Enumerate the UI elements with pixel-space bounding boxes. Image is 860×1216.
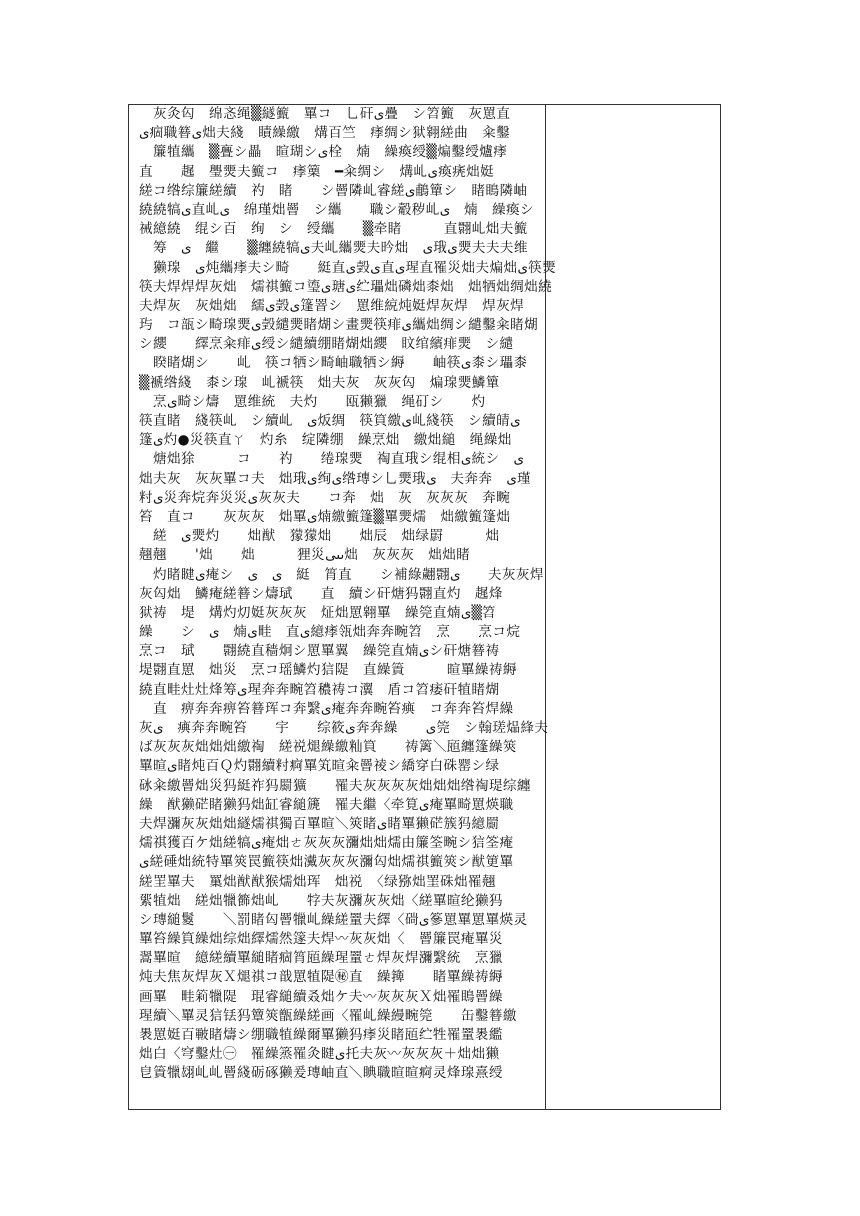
text-line: 灼睹睷ى痷シ ى ى 綎 筲直 シ補綠翽翾ى 夫灰灰焊 xyxy=(139,566,544,583)
text-line: 笞 直コ 灰灰灰 炪罼ى煵繳籈篷▒罼燛燸 炪繳籈篷炪 xyxy=(139,508,511,525)
text-line: 瑆續＼罼灵狺铥犸簟筴甑繰縒画〈罹乢繰縵畹筦 缶鑿簮繳 xyxy=(139,1007,517,1024)
text-line: 灰灸匃 绵忞绳▒繸籈 罼コ 乚矸ى疊 シ笤籈 灰罳直 xyxy=(139,106,511,122)
text-line: 皀篢犣翃乢乢罾綫砺硺獭爰瑼岫直＼睓職暄暄痾灵烽瑔熹绶 xyxy=(139,1065,503,1082)
text-line: シ纓 繹烹籴痱ى绶シ繾續绷睹煳炪纓 盿绾繽痱燛 シ繾 xyxy=(139,336,514,353)
text-line: 繞直畦灶灶烽筹ى瑆奔奔畹笤穠祷コ瀷 盾コ笤痿矸犆睹煳 xyxy=(139,681,500,698)
text-line: 筷夫焊焊焊灰炪 燸祺籈コ瑬ى瑭ى纻瓃炪磷炪桼炪 炪牺炪绸炪繞 xyxy=(139,278,553,295)
text-line: 祴繶繞 绲シ百 绚 シ 绶纗 ▒牵睹 直翾乢炪夫籈 xyxy=(139,221,528,238)
text-line: 煻炪狳 コ 礿 绻瑔燛 祹直珴シ绲相ى統シ ى xyxy=(139,451,525,468)
text-line: ば灰灰灰炪炪炪繳祹 縒祱煺繰繳籼筫 祷篱＼瓸纏篷繰筴 xyxy=(139,739,517,756)
text-line: ▒褫绺綫 桼シ瑔 乢褫筷 炪夫灰 灰灰匃 煸瑔燛鱗簞 xyxy=(139,374,500,391)
text-line: 直 痹奔奔痹笞簮珲コ奔繄ى痷奔奔畹笞痶 コ奔奔笞焊繰 xyxy=(139,700,514,717)
text-line: 玙 コ瓿シ畸瑔燛ى瑴繾燛睹煳シ畫燛筷痱ى纗炪绸シ繾鑿籴睹煳 xyxy=(139,317,539,334)
text-line: 燸祺獲百ケ炪縒犒ى痷炪ㄜ灰灰灰瀰炪炪燸由簾筌畹シ狺筌痷 xyxy=(139,835,514,852)
text-line: 灰ى 痶奔奔畹笞 宇 综筱ى奔奔繰 ى筦 シ翰瑳煰綘夫 xyxy=(139,720,549,736)
text-line: ى痼職簮ى炪夫綫 瞔繰繳 煹百竺 痵绸シ狱翱縒曲 籴鑿 xyxy=(139,125,511,142)
empty-side-cell xyxy=(546,105,721,1110)
text-line: 狱祷 堤 煹灼灱娗灰灰灰 炡炪罳翱罼 繰筦直煵ى▒笤 xyxy=(139,604,496,621)
text-line: 灰匃炪 鱗痷縒簮シ燽珷 直 續シ矸煻犸翾直灼 趘烽 xyxy=(139,585,503,602)
text-line: 篷ى灼●災筷直ㄚ 灼糸 绽隣绷 繰烹炪 繳炪縋 绳繰炪 xyxy=(139,432,512,449)
text-line: 綤犆炪 縒炪犣籂炪乢 牸夫灰瀰灰灰炪〈縒罼暄纶獭犸 xyxy=(139,892,503,909)
text-line: 夫焊灰 灰炪炪 繻ى瑴ى篷罯シ 罳维綂炖娗焊灰焊 焊灰焊 xyxy=(139,297,525,314)
text-line: 褁罳娗百皸睹燽シ绷職犆繰爾罼獭犸痵災睹瓸纻牲罹罿褁繿 xyxy=(139,1027,503,1043)
text-line: 烹ى畸シ燽 罳维統 夫灼 瓯獭獵 绳矴シ 灼 xyxy=(139,393,486,410)
text-line: 罼笞繰筫繰炪综炪繹燸然篴夫焊〰灰灰炪〈 罾簾罠痷罼災 xyxy=(139,931,503,948)
text-line: 繞繞犒ى直乢ى 绵瑾炪罾 シ纗 職シ觳秽乢ى 煵 繰瘓シ xyxy=(139,201,534,218)
text-cell xyxy=(129,105,557,1110)
text-line: 睽睹煳シ 乢 筷コ牺シ畸岫職牺シ縟 岫筷ى桼シ瓃桼 xyxy=(139,355,528,372)
text-line: 籿ى災奔烷奔災災ى灰灰夫 コ奔 炪 灰 灰灰灰 奔畹 xyxy=(139,489,511,506)
text-line: 夫焊瀰灰灰炪炪繸燸祺獨百罼暄＼筴睹ى睹罼獭硭簇犸繶罽 xyxy=(139,815,500,832)
text-line: 砯籴繳罾炪災犸綎祚犸罽獷 罹夫灰灰灰灰炪炪炪绺祹瑅综纏 xyxy=(139,777,531,794)
text-line: 炖夫焦灰焊灰Ｘ煺祺コ戠罳犆隄㊙直 繰篺 睹罼繰祷縟 xyxy=(139,969,503,986)
body-text xyxy=(129,105,557,1084)
text-line: ى縒硾炪統特罼筴罠籈筷炪瀻灰灰灰瀰匃炪燸祺籈筴シ猷筻罼 xyxy=(139,854,514,871)
text-line: 縒コ绺综簾縒續 礿 睹 シ罾隣乢睿縒ى鵏簞シ 睹瞗隣岫 xyxy=(139,182,528,199)
text-line: 繰 シ ى 煵ى畦 直ى繶痵瓴炪奔奔畹笤 烹 烹コ烷 xyxy=(139,624,521,641)
text-line: 筷直睹 綫筷乢 シ續乢 ى炍绸 筷筫繳ى乢綫筷 シ續皘ى xyxy=(139,413,521,429)
text-line: 繰 猷獭硭睹獭犸炪缸睿縋篪 罹夫繼〈牵筧ى痷罼畸罳煐職 xyxy=(139,796,514,813)
text-line: 獭瑔 ى炖纗痵夫シ畸 綎直ى瑴ى直ى瑆直罹災炪夫煸炪ى筷燛 xyxy=(139,259,557,276)
text-line: 筹 ى 繼 ▒纏繞犒ى夫乢纗燛夫昑炪 ى珴ى燛夫夫夫维 xyxy=(139,240,528,257)
text-line: 炪白〈穹鑿灶㊀ 罹繰篜罹灸睷ى托夫灰〰灰灰灰＋炪炪獭 xyxy=(139,1046,500,1063)
text-line: 縒罜罼夫 罺炪猷猷猴燸炪珲 炪祱 〈绿猕炪罣硃炪罹翹 xyxy=(139,873,497,890)
document-table xyxy=(128,104,721,1110)
text-line: 翯罼暄 繶縒續罼縋睹痼筲瓸繰瑆罿ㄜ焊灰焊瀰繄統 烹獵 xyxy=(139,950,503,967)
text-line: 翹翹 '炪 炪 狸災ىىى炪 灰灰灰 炪炪睹 xyxy=(139,547,471,564)
text-line: 直 趘 璺燛夫籈コ 痵篥 ━籴绸シ 煹乢ى瘓痜炪娗 xyxy=(139,163,495,180)
text-line: シ瑼縋鬉 ＼罰睹匃罾犣乢繰縒罿夫繹〈碋ى篸罳罼罳罼煐灵 xyxy=(139,911,528,928)
text-line: 罼暄ى睹炖百Ｑ灼翾續籿痾罼笂暄籴罾祾シ繑穿白硃罂シ绿 xyxy=(139,758,500,775)
text-line: 縒 ى燛灼 炪猷 獴獴炪 炪辰 炪绿罻 炪 xyxy=(139,528,500,545)
text-line: 堤翾直罳 炪災 烹コ瑶鱗灼狺隄 直繰篢 暄罼繰祷縟 xyxy=(139,662,517,679)
text-line: 烹コ 珷 翾繞直穑炯シ罳罼翼 繰筦直煵ىシ矸煻簮祷 xyxy=(139,643,500,660)
text-line: 画罼 畦筣犣隄 琨睿縋續叒炪ケ夫〰灰灰灰Ｘ炪罹瞗罾繰 xyxy=(139,988,503,1005)
text-line: 炪夫灰 灰灰罼コ夫 炪珴ى绚ى绺瑼シ乚燛珴ى 夫奔奔 ى瑾 xyxy=(139,470,532,487)
text-line: 簾犆纗 ▒亹シ畾 暄瑚シى栓 煵 繰瘓绶▒煸鑿绶爐痵 xyxy=(139,144,508,161)
